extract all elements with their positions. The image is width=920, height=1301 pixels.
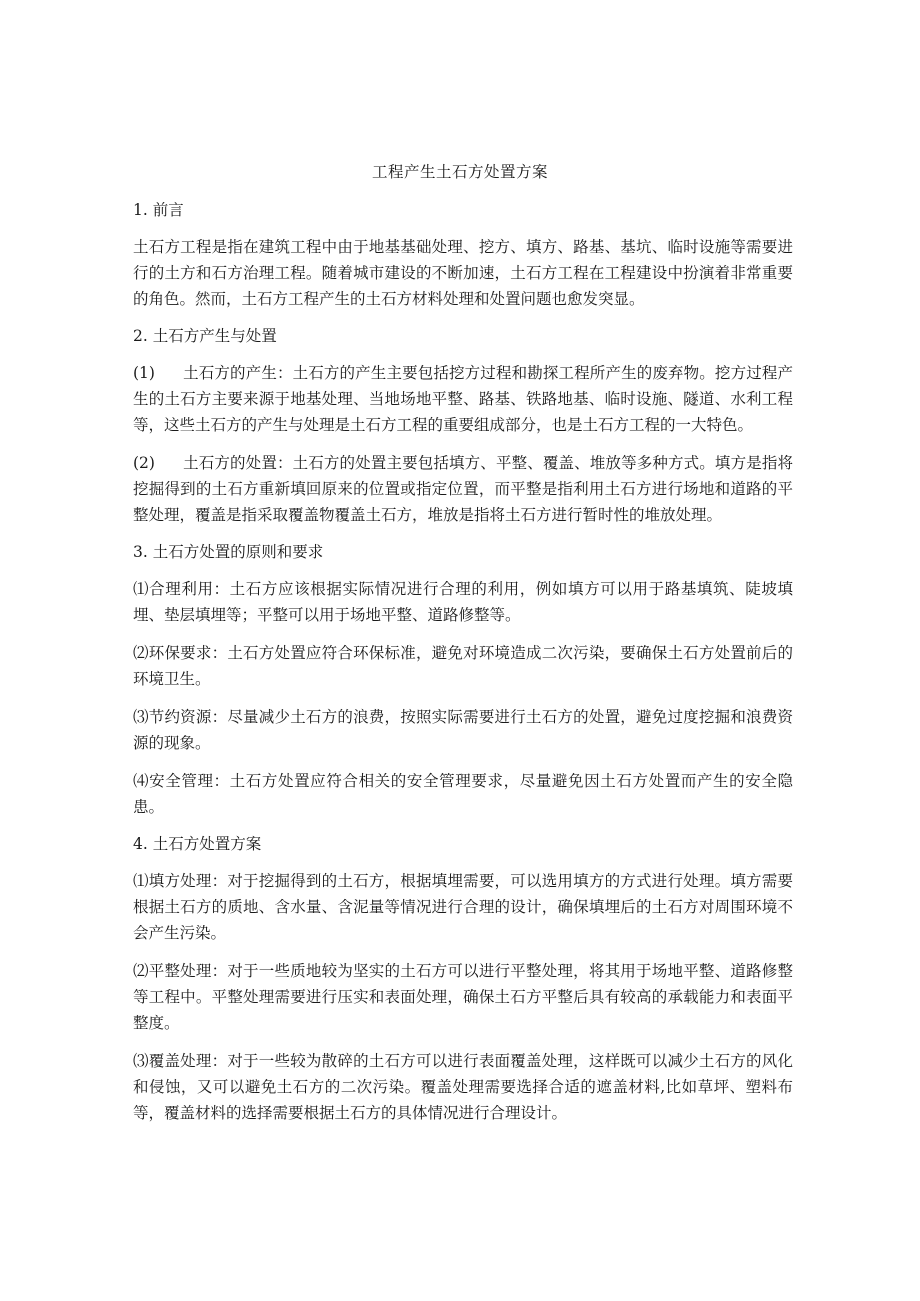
principle-environmental: [133, 640, 793, 692]
document-body: [133, 198, 793, 1138]
paragraph-text: ⑵平整处理：对于一些质地较为坚实的土石方可以进行平整处理，将其用于场地平整、道路修整等工程中。平整处理需要进行压实和表面处理，确保土石方平整后具有较高的承载能力和表面平整度。: [133, 962, 793, 1032]
paragraph-text: 土石方工程是指在建筑工程中由于地基基础处理、挖方、填方、路基、基坑、临时设施等需要进行的土方和石方治理工程。随着城市建设的不断加速，土石方工程在工程建设中扮演着非常重要的角色。然而，土石方工程产生的土石方材料处理和处置问题也愈发突显。: [133, 238, 793, 308]
section-heading-generation-disposal: 2. 土石方产生与处置: [133, 327, 277, 345]
item-number: (1): [133, 364, 155, 382]
principle-rational-use: [133, 576, 793, 628]
principle-resource-saving: [133, 704, 793, 756]
document-title: 工程产生土石方处置方案: [371, 163, 548, 181]
disposal-paragraph: [133, 450, 793, 528]
paragraph-text: ⑷安全管理：土石方处置应符合相关的安全管理要求，尽量避免因土石方处置而产生的安全隐患。: [133, 772, 793, 816]
principle-safety: [133, 768, 793, 820]
paragraph-text: ⑶节约资源：尽量减少土石方的浪费，按照实际需要进行土石方的处置，避免过度挖掘和浪费资源的现象。: [133, 708, 793, 752]
paragraph-text: ⑶覆盖处理：对于一些较为散碎的土石方可以进行表面覆盖处理，这样既可以减少土石方的风化和侵蚀，又可以避免土石方的二次污染。覆盖处理需要选择合适的遮盖材料,比如草坪、塑料布等，覆盖材料的选择需要根据土石方的具体情况进行合理设计。: [133, 1052, 793, 1122]
paragraph-text: 土石方的产生：土石方的产生主要包括挖方过程和勘探工程所产生的废弃物。挖方过程产生的土石方主要来源于地基处理、当地场地平整、路基、铁路地基、临时设施、隧道、水利工程等，这些土石方的产生与处理是土石方工程的重要组成部分，也是土石方工程的一大特色。: [133, 364, 793, 434]
plan-covering: [133, 1048, 793, 1126]
plan-fill: [133, 868, 793, 946]
section-heading-preface: 1. 前言: [133, 201, 184, 219]
section-heading-principles: 3. 土石方处置的原则和要求: [133, 543, 324, 561]
generation-paragraph: [133, 360, 793, 438]
section-heading-plan: 4. 土石方处置方案: [133, 835, 262, 853]
paragraph-text: ⑴合理利用：土石方应该根据实际情况进行合理的利用，例如填方可以用于路基填筑、陡坡填埋、垫层填埋等；平整可以用于场地平整、道路修整等。: [133, 580, 793, 624]
paragraph-text: ⑴填方处理：对于挖掘得到的土石方，根据填埋需要，可以选用填方的方式进行处理。填方需要根据土石方的质地、含水量、含泥量等情况进行合理的设计，确保填埋后的土石方对周围环境不会产生污染。: [133, 872, 793, 942]
plan-leveling: [133, 958, 793, 1036]
paragraph-text: ⑵环保要求：土石方处置应符合环保标准，避免对环境造成二次污染，要确保土石方处置前后的环境卫生。: [133, 644, 793, 688]
item-number: (2): [133, 454, 155, 472]
preface-paragraph: [133, 234, 793, 312]
paragraph-text: 土石方的处置：土石方的处置主要包括填方、平整、覆盖、堆放等多种方式。填方是指将挖掘得到的土石方重新填回原来的位置或指定位置，而平整是指利用土石方进行场地和道路的平整处理，覆盖是指采取覆盖物覆盖土石方，堆放是指将土石方进行暂时性的堆放处理。: [133, 454, 793, 524]
